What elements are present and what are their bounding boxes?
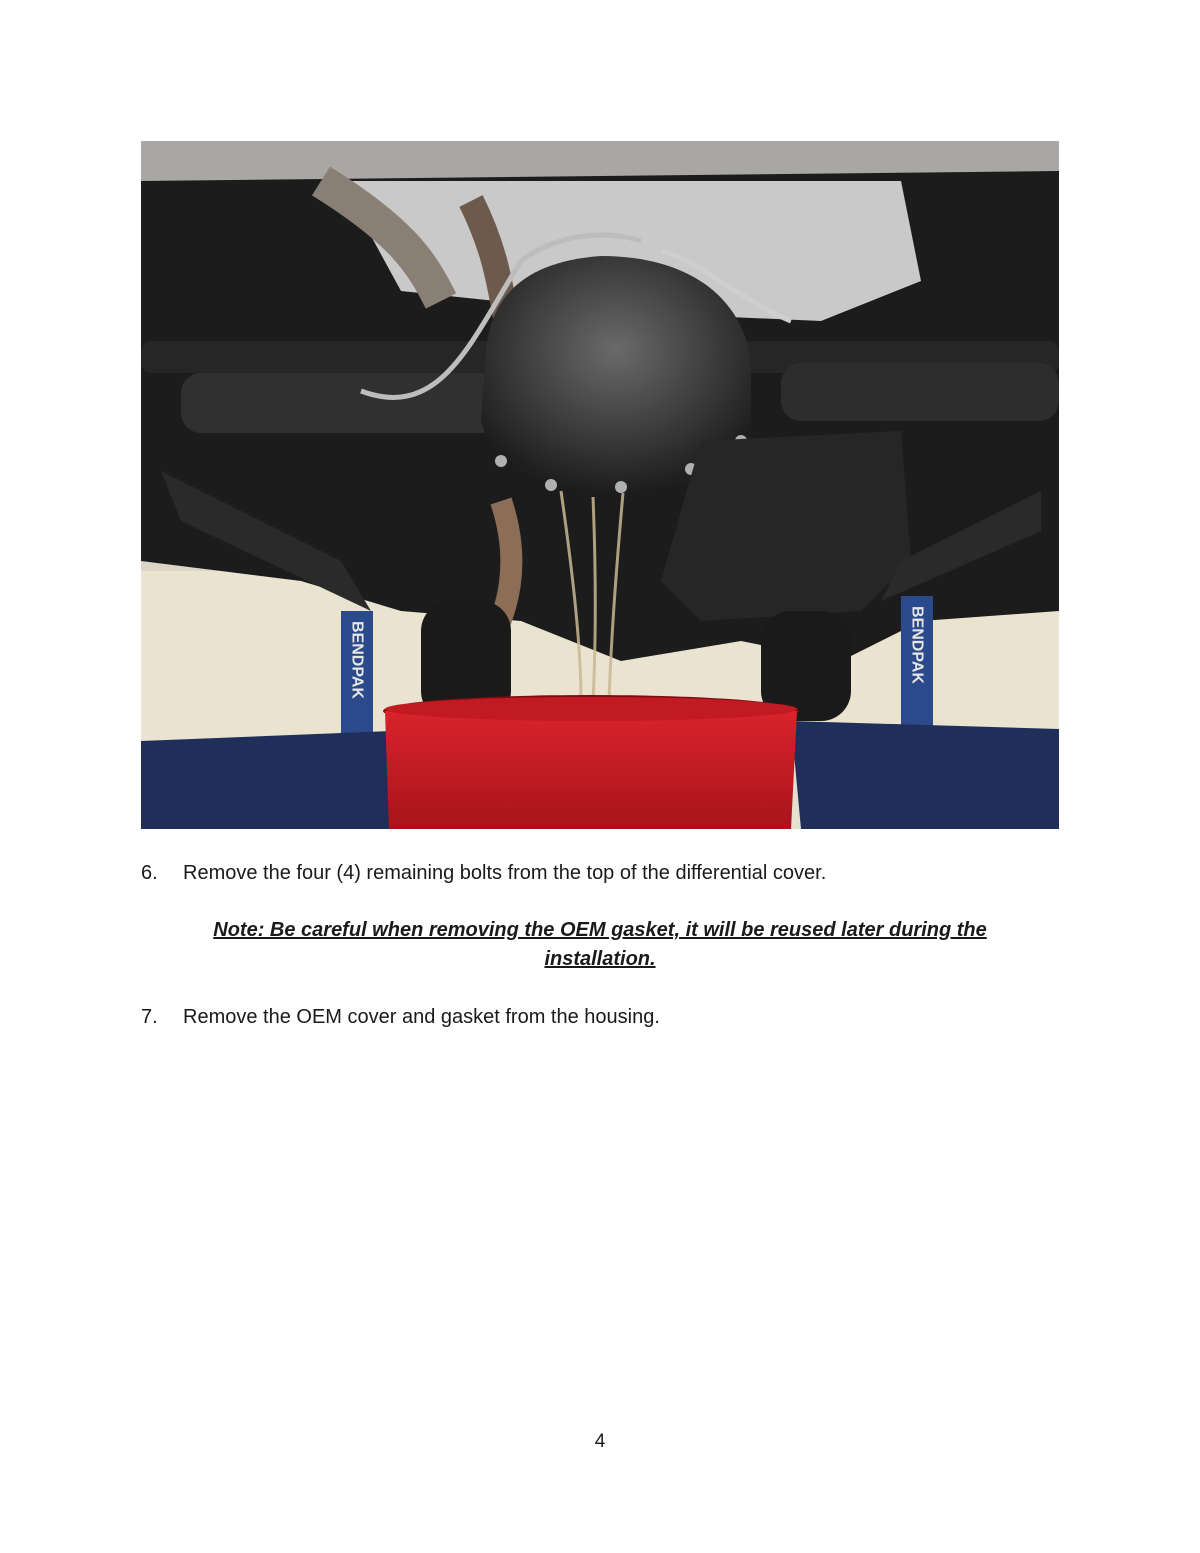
step-6 <box>141 859 826 887</box>
page-number: 4 <box>594 1431 606 1452</box>
vehicle-underside-photo <box>141 141 1059 829</box>
step-text: Remove the four (4) remaining bolts from the top of the differential cover. <box>183 862 827 884</box>
lift-brand-left: BENDPAK <box>348 621 366 699</box>
step-number: 6. <box>141 862 158 884</box>
step-number: 7. <box>141 1006 158 1028</box>
lift-brand-right: BENDPAK <box>908 606 926 684</box>
note-line-1: Note: Be careful when removing the OEM gasket, it will be reused later during the <box>213 919 987 941</box>
step-text: Remove the OEM cover and gasket from the housing. <box>183 1006 660 1028</box>
note-line-2: installation. <box>544 948 656 970</box>
gasket-caution-note <box>141 916 1059 974</box>
step-7 <box>141 1003 660 1031</box>
